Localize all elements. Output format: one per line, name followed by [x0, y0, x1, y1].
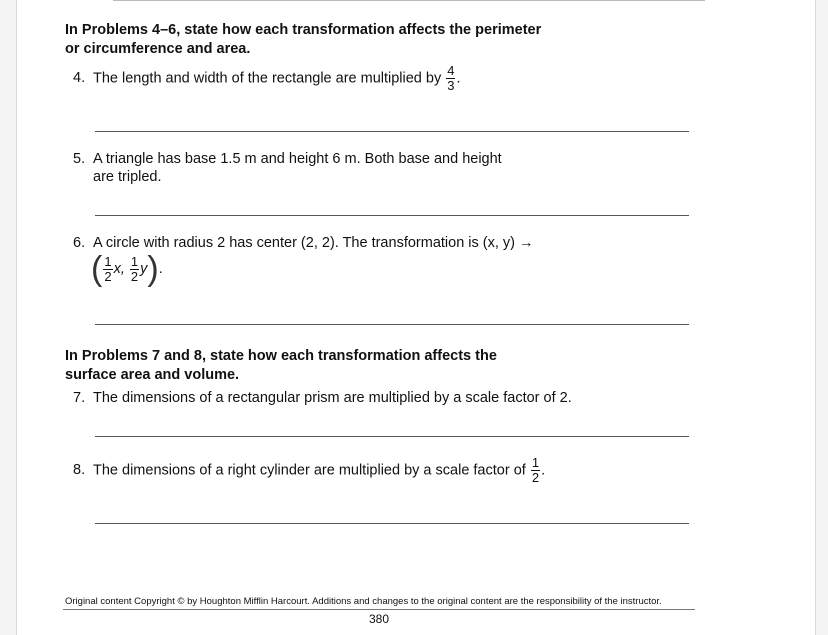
problem-6: 6. A circle with radius 2 has center (2, 2). The transformation is (x, y) → ( $\frac{1}{2}$ x, $\frac{1}{2}$ y). — [73, 235, 534, 288]
answer-line-8[interactable] — [95, 523, 689, 524]
answer-line-6[interactable] — [95, 324, 689, 325]
answer-line-4[interactable] — [95, 131, 689, 132]
fraction-1-2: $\frac{1}{2}$ — [531, 455, 540, 485]
answer-line-5[interactable] — [95, 215, 689, 216]
section-2-heading: In Problems 7 and 8, state how each transformation affects the surface area and volume. — [65, 348, 497, 383]
section-1-heading: In Problems 4–6, state how each transformation affects the perimeter or circumference and area. — [65, 22, 542, 57]
problem-5: 5. A triangle has base 1.5 m and height 6 m. Both base and height are tripled. — [73, 151, 502, 185]
fraction-4-3: $\frac{4}{3}$ — [447, 63, 455, 93]
worksheet-page — [16, 0, 816, 635]
problem-4: 4. The length and width of the rectangle are multiplied by $\frac{4}{3}$ . — [73, 63, 461, 93]
problem-8: 8. The dimensions of a right cylinder are multiplied by a scale factor of $\frac{1}{2}$ . — [73, 455, 546, 485]
transformation-expression: ( $\frac{1}{2}$ x, $\frac{1}{2}$ y). — [91, 250, 163, 288]
page-number: 380 — [368, 612, 390, 626]
footer-rule — [63, 609, 695, 610]
top-rule — [113, 0, 705, 1]
copyright-notice: Original content Copyright © by Houghton Mifflin Harcourt. Additions and changes to the original content are the responsibility of the instructor. — [65, 596, 662, 607]
answer-line-7[interactable] — [95, 436, 689, 437]
problem-7: 7. The dimensions of a rectangular prism are multiplied by a scale factor of 2. — [73, 390, 572, 406]
